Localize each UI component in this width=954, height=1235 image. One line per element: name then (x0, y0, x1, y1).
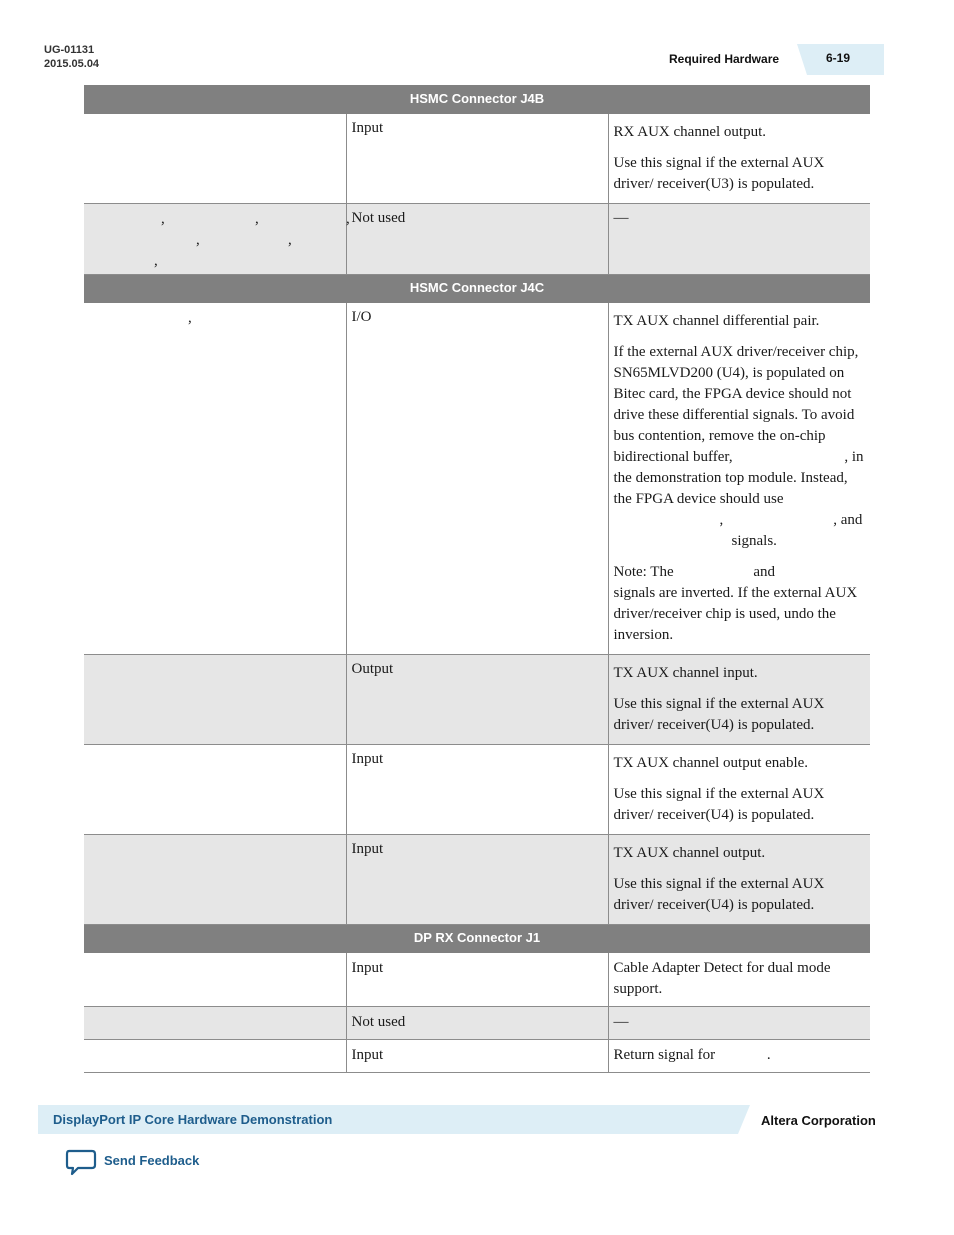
document-id: UG-01131 (44, 44, 95, 56)
footer-doc-title[interactable]: DisplayPort IP Core Hardware Demonstration (53, 1112, 333, 1127)
document-id-block (44, 43, 99, 71)
signal-cell (84, 953, 346, 1007)
table-row (84, 745, 870, 835)
table-row (84, 835, 870, 925)
comma-mark: , (196, 232, 200, 248)
signal-cell (84, 1040, 346, 1073)
table-row (84, 204, 870, 275)
signal-cell (84, 1007, 346, 1040)
direction-cell: Input (346, 953, 608, 1007)
description-text: Use this signal if the external AUX driver/ receiver(U4) is populated. (613, 696, 825, 733)
signal-cell (84, 114, 346, 204)
table-row (84, 1040, 870, 1073)
description-text: TX AUX channel input. (613, 665, 758, 681)
description-cell (608, 114, 870, 204)
description-text: TX AUX channel differential pair. (613, 313, 820, 329)
description-text: RX AUX channel output. (613, 124, 766, 140)
comma-mark: , (188, 310, 192, 326)
direction-cell: Input (346, 745, 608, 835)
description-cell (608, 745, 870, 835)
description-text: Return signal for (613, 1047, 716, 1063)
description-text: Use this signal if the external AUX driver/ receiver(U3) is populated. (613, 155, 825, 192)
section-header-row (84, 925, 870, 953)
table-row (84, 953, 870, 1007)
direction-cell: Not used (346, 1007, 608, 1040)
footer-company: Altera Corporation (761, 1113, 876, 1128)
description-cell (608, 835, 870, 925)
signal-cell (84, 303, 346, 655)
signal-cell (84, 835, 346, 925)
feedback-icon[interactable] (65, 1149, 97, 1182)
send-feedback-link[interactable]: Send Feedback (104, 1153, 200, 1168)
description-text: , and (833, 512, 863, 528)
description-text: If the external AUX driver/receiver chip, SN65MLVD200 (U4), is populated on Bitec card, the FPGA device should not drive these differential signals. To avoid bus contention, remove the on-chip bidirectional buffer, (613, 344, 859, 465)
section-title: Required Hardware (669, 52, 780, 66)
comma-mark: , (161, 211, 165, 227)
description-text: Use this signal if the external AUX driver/ receiver(U4) is populated. (613, 786, 825, 823)
description-cell (608, 655, 870, 745)
description-text: , (719, 512, 724, 528)
comma-mark: , (154, 253, 158, 269)
description-cell (608, 303, 870, 655)
description-cell: — (608, 1007, 870, 1040)
description-text: TX AUX channel output. (613, 845, 766, 861)
table-row (84, 1007, 870, 1040)
direction-cell: Output (346, 655, 608, 745)
page-number: 6-19 (826, 51, 851, 65)
description-text: signals. (731, 533, 777, 549)
description-cell: Cable Adapter Detect for dual mode support. (608, 953, 870, 1007)
description-text: . (766, 1047, 771, 1063)
document-date: 2015.05.04 (44, 58, 100, 70)
direction-cell: I/O (346, 303, 608, 655)
note-text: and (753, 564, 776, 580)
signal-cell (84, 745, 346, 835)
section-header-row (84, 275, 870, 303)
note-text: Note: The (613, 564, 674, 580)
description-text: , in the demonstration top module. Instead, the FPGA device should use (613, 449, 864, 507)
section-header-row (84, 86, 870, 114)
direction-cell: Input (346, 114, 608, 204)
comma-mark: , (288, 232, 292, 248)
table-row (84, 655, 870, 745)
description-text: Use this signal if the external AUX driver/ receiver(U4) is populated. (613, 876, 825, 913)
section-header-j1: DP RX Connector J1 (84, 925, 870, 953)
section-header-j4b: HSMC Connector J4B (84, 86, 870, 114)
direction-cell: Input (346, 1040, 608, 1073)
table-row (84, 114, 870, 204)
direction-cell: Input (346, 835, 608, 925)
section-header-j4c: HSMC Connector J4C (84, 275, 870, 303)
pin-table (84, 85, 870, 1073)
description-paragraph (614, 342, 866, 552)
comma-mark: , (255, 211, 259, 227)
table-row (84, 303, 870, 655)
description-text: TX AUX channel output enable. (613, 755, 809, 771)
comma-mark: , (346, 211, 350, 227)
description-cell: — (608, 204, 870, 275)
note-paragraph (614, 562, 866, 646)
description-cell (608, 1040, 870, 1073)
note-text: signals are inverted. If the external AUX driver/receiver chip is used, undo the inversion. (613, 585, 858, 643)
signal-cell (84, 655, 346, 745)
signal-cell (84, 204, 350, 275)
direction-cell: Not used (346, 204, 608, 275)
